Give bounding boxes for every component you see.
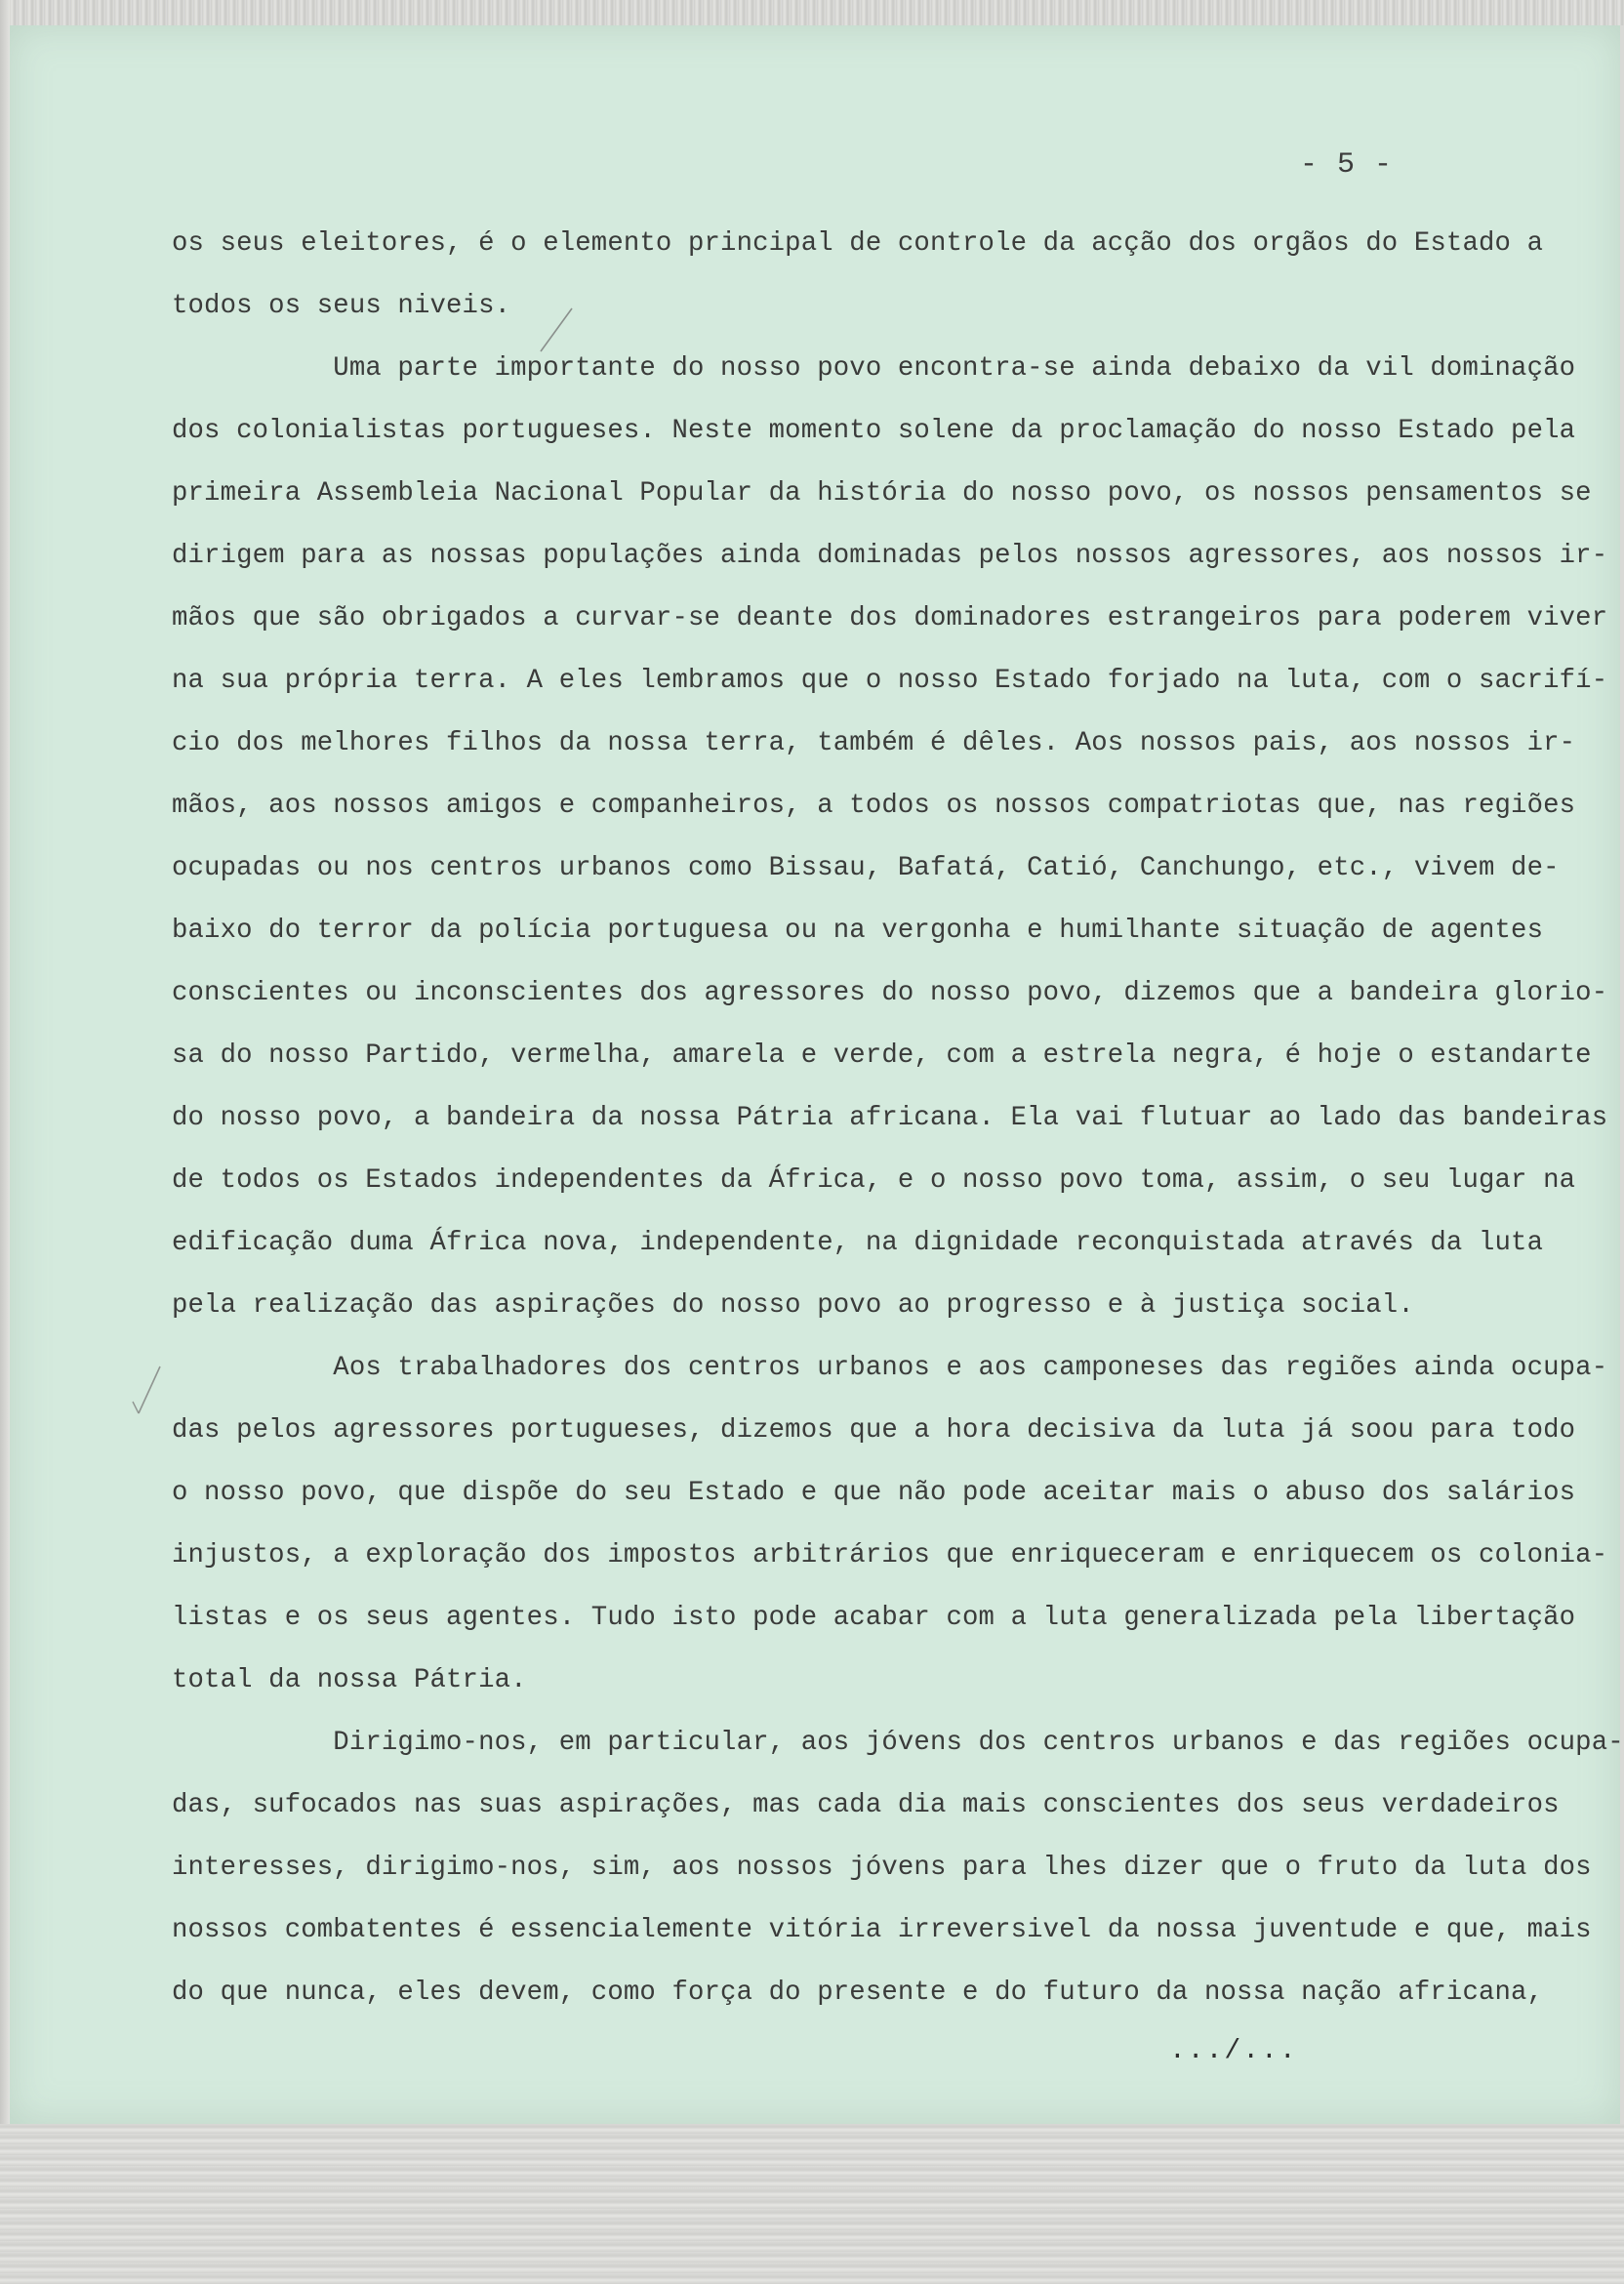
margin-pencil-mark (131, 1363, 166, 1417)
text-line: nossos combatentes é essencialemente vitória irreversivel da nossa juventude e que, mais (172, 1915, 1592, 1945)
scan-border-top (0, 0, 1624, 25)
text-line: Aos trabalhadores dos centros urbanos e aos camponeses das regiões ainda ocupa- (172, 1353, 1608, 1383)
text-line: todos os seus niveis. (172, 291, 511, 321)
text-line: interesses, dirigimo-nos, sim, aos nossos jóvens para lhes dizer que o fruto da luta dos (172, 1853, 1592, 1883)
text-line: edificação duma África nova, independente, na dignidade reconquistada através da luta (172, 1228, 1544, 1258)
text-line: cio dos melhores filhos da nossa terra, também é dêles. Aos nossos pais, aos nossos ir- (172, 728, 1576, 758)
scan-border-left (0, 0, 10, 2284)
text-line: Uma parte importante do nosso povo encontra-se ainda debaixo da vil dominação (172, 353, 1576, 384)
text-line: mãos que são obrigados a curvar-se deante dos dominadores estrangeiros para poderem viver (172, 603, 1608, 633)
text-line: do que nunca, eles devem, como força do presente e do futuro da nossa nação africana, (172, 1978, 1544, 2008)
text-line: na sua própria terra. A eles lembramos que o nosso Estado forjado na luta, com o sacrifí- (172, 666, 1608, 696)
text-line: pela realização das aspirações do nosso povo ao progresso e à justiça social. (172, 1290, 1414, 1321)
text-line: dos colonialistas portugueses. Neste momento solene da proclamação do nosso Estado pela (172, 416, 1576, 446)
text-line: os seus eleitores, é o elemento principal de controle da acção dos orgãos do Estado a (172, 228, 1544, 259)
text-line: do nosso povo, a bandeira da nossa Pátria africana. Ela vai flutuar ao lado das bandeiras (172, 1103, 1608, 1133)
text-line: baixo do terror da polícia portuguesa ou na vergonha e humilhante situação de agentes (172, 916, 1544, 946)
text-line: Dirigimo-nos, em particular, aos jóvens dos centros urbanos e das regiões ocupa- (172, 1728, 1624, 1758)
text-line: injustos, a exploração dos impostos arbitrários que enriqueceram e enriquecem os colonia- (172, 1540, 1608, 1570)
text-line: das, sufocados nas suas aspirações, mas cada dia mais conscientes dos seus verdadeiros (172, 1790, 1560, 1820)
page-number: - 5 - (1300, 148, 1394, 182)
text-line: sa do nosso Partido, vermelha, amarela e verde, com a estrela negra, é hoje o estandarte (172, 1040, 1592, 1071)
text-line: dirigem para as nossas populações ainda dominadas pelos nossos agressores, aos nossos ir- (172, 541, 1608, 571)
text-line: primeira Assembleia Nacional Popular da história do nosso povo, os nossos pensamentos se (172, 478, 1592, 509)
text-line: das pelos agressores portugueses, dizemos que a hora decisiva da luta já soou para todo (172, 1415, 1576, 1446)
document-body (172, 213, 1624, 2024)
text-line: ocupadas ou nos centros urbanos como Bissau, Bafatá, Catió, Canchungo, etc., vivem de- (172, 853, 1560, 883)
text-line: listas e os seus agentes. Tudo isto pode acabar com a luta generalizada pela libertação (172, 1603, 1576, 1633)
text-line: mãos, aos nossos amigos e companheiros, a todos os nossos compatriotas que, nas regiões (172, 791, 1576, 821)
text-line: total da nossa Pátria. (172, 1665, 527, 1695)
continuation-marker: .../... (1169, 2036, 1298, 2066)
scan-border-bottom (0, 2124, 1624, 2284)
text-line: conscientes ou inconscientes dos agressores do nosso povo, dizemos que a bandeira glorio- (172, 978, 1608, 1008)
text-line: o nosso povo, que dispõe do seu Estado e que não pode aceitar mais o abuso dos salários (172, 1478, 1576, 1508)
text-line: de todos os Estados independentes da África, e o nosso povo toma, assim, o seu lugar na (172, 1165, 1576, 1196)
